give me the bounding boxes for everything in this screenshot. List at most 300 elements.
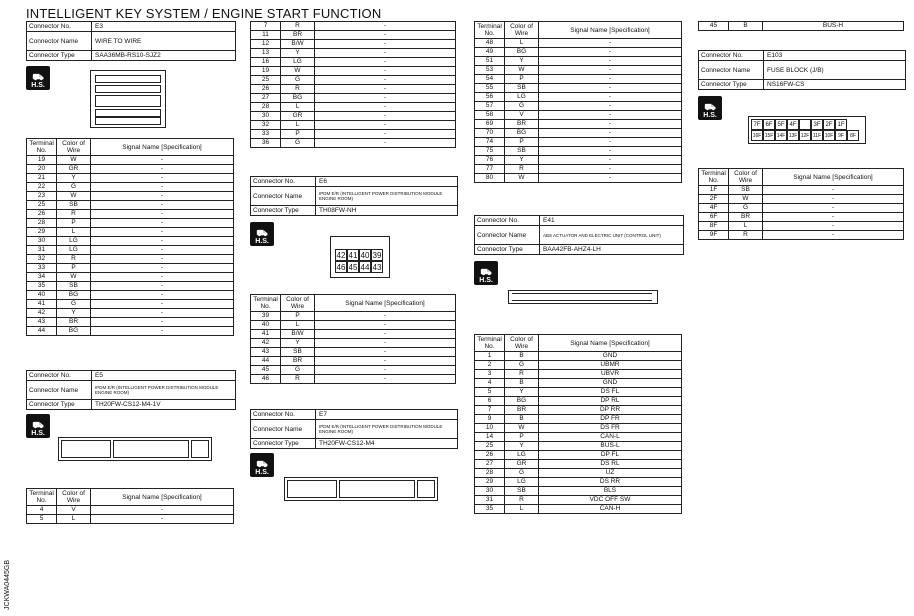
terminal-no: 2F <box>699 195 729 204</box>
signal-name: - <box>315 375 456 384</box>
table-row <box>27 201 234 210</box>
wire-color: BR <box>281 31 315 40</box>
terminal-no: 58 <box>475 111 505 120</box>
wire-color: B <box>505 352 539 361</box>
signal-name: - <box>539 156 682 165</box>
signal-name: - <box>91 515 234 524</box>
table-row <box>251 67 456 76</box>
terminal-no: 28 <box>251 103 281 112</box>
table-row <box>251 348 456 357</box>
e41-continued-table <box>698 21 904 31</box>
signal-name: - <box>315 312 456 321</box>
e103-terminal-table <box>698 168 904 240</box>
signal-name: - <box>91 228 234 237</box>
wire-color: P <box>505 433 539 442</box>
table-row <box>475 39 682 48</box>
table-row <box>27 282 234 291</box>
e103-connector-type: NS16FW-CS <box>767 81 805 88</box>
terminal-no: 40 <box>27 291 57 300</box>
terminal-no: 27 <box>251 94 281 103</box>
table-row <box>475 424 682 433</box>
terminal-no: 33 <box>251 130 281 139</box>
terminal-no: 5 <box>475 388 505 397</box>
terminal-no: 69 <box>475 120 505 129</box>
table-row <box>251 139 456 148</box>
wire-color: BR <box>281 357 315 366</box>
table-row <box>475 352 682 361</box>
wire-color: P <box>505 75 539 84</box>
table-row <box>475 460 682 469</box>
terminal-no: 9 <box>475 415 505 424</box>
table-row <box>27 210 234 219</box>
label-connector-type: Connector Type <box>475 245 540 254</box>
table-row <box>27 165 234 174</box>
signal-name: - <box>763 195 904 204</box>
col-terminal-no: Terminal No. <box>27 489 57 506</box>
signal-name: - <box>91 264 234 273</box>
wire-color: L <box>281 121 315 130</box>
table-row <box>475 469 682 478</box>
table-row <box>251 22 456 31</box>
connector-pin: 7F <box>751 119 763 130</box>
col-signal-name: Signal Name [Specification] <box>91 139 234 156</box>
table-row <box>251 103 456 112</box>
terminal-no: 55 <box>475 84 505 93</box>
e7-connector-face <box>284 477 438 501</box>
label-connector-type: Connector Type <box>699 80 764 89</box>
terminal-no: 41 <box>27 300 57 309</box>
signal-name: DP FL <box>539 451 682 460</box>
connector-pin: 39 <box>372 250 382 260</box>
wire-color: R <box>505 370 539 379</box>
wire-color: L <box>505 505 539 514</box>
table-row <box>251 76 456 85</box>
e5-header <box>26 370 236 410</box>
table-row <box>699 231 904 240</box>
hs-icon: ⛟ H.S. <box>698 96 722 120</box>
table-row <box>475 397 682 406</box>
wire-color: BG <box>281 94 315 103</box>
wire-color: W <box>57 192 91 201</box>
signal-name: - <box>315 348 456 357</box>
signal-name: BLS <box>539 487 682 496</box>
label-connector-no: Connector No. <box>251 410 316 419</box>
table-row <box>475 478 682 487</box>
terminal-no: 29 <box>27 228 57 237</box>
e6-header <box>250 176 458 216</box>
table-row <box>251 94 456 103</box>
terminal-no: 20 <box>27 165 57 174</box>
wire-color: V <box>505 111 539 120</box>
signal-name: - <box>315 357 456 366</box>
label-connector-name: Connector Name <box>251 187 316 205</box>
col-signal-name: Signal Name [Specification] <box>539 22 682 39</box>
e41-header <box>474 215 684 255</box>
terminal-no: 30 <box>251 112 281 121</box>
signal-name: - <box>539 111 682 120</box>
signal-name: DS RL <box>539 460 682 469</box>
e7-connector-no: E7 <box>319 411 327 418</box>
signal-name: GND <box>539 352 682 361</box>
signal-name: DS FL <box>539 388 682 397</box>
table-row <box>251 85 456 94</box>
terminal-no: 21 <box>27 174 57 183</box>
page-title: INTELLIGENT KEY SYSTEM / ENGINE START FUNCTION <box>26 6 382 21</box>
table-row <box>27 300 234 309</box>
terminal-no: 43 <box>27 318 57 327</box>
table-row <box>27 174 234 183</box>
table-row <box>27 264 234 273</box>
terminal-no: 13 <box>251 49 281 58</box>
signal-name: - <box>91 219 234 228</box>
wire-color: Y <box>505 57 539 66</box>
signal-name: - <box>91 318 234 327</box>
signal-name: - <box>315 31 456 40</box>
terminal-no: 9F <box>699 231 729 240</box>
signal-name: - <box>539 48 682 57</box>
table-row <box>475 487 682 496</box>
wire-color: BR <box>729 213 763 222</box>
wire-color: LG <box>505 451 539 460</box>
table-row <box>699 222 904 231</box>
signal-name: - <box>763 213 904 222</box>
col-color-of-wire: Color of Wire <box>281 295 315 312</box>
table-row <box>475 156 682 165</box>
terminal-no: 12 <box>251 40 281 49</box>
signal-name: - <box>91 246 234 255</box>
e3-continued-table <box>250 21 456 148</box>
signal-name: GND <box>539 379 682 388</box>
wire-color: R <box>57 210 91 219</box>
col-color-of-wire: Color of Wire <box>505 335 539 352</box>
wire-color: G <box>281 76 315 85</box>
table-row <box>251 121 456 130</box>
label-connector-name: Connector Name <box>251 420 316 438</box>
signal-name: - <box>91 255 234 264</box>
table-row <box>27 273 234 282</box>
e3-header <box>26 21 236 61</box>
terminal-no: 57 <box>475 102 505 111</box>
terminal-no: 4 <box>475 379 505 388</box>
wire-color: Y <box>57 174 91 183</box>
e41-connector-name: ABS ACTUATOR AND ELECTRIC UNIT (CONTROL UNIT) <box>543 232 661 238</box>
signal-name: - <box>91 282 234 291</box>
terminal-no: 44 <box>251 357 281 366</box>
table-row <box>27 255 234 264</box>
table-row <box>251 312 456 321</box>
terminal-no: 16 <box>251 58 281 67</box>
terminal-no: 39 <box>251 312 281 321</box>
terminal-no: 29 <box>475 478 505 487</box>
terminal-no: 43 <box>251 348 281 357</box>
wire-color: B/W <box>281 330 315 339</box>
signal-name: - <box>763 222 904 231</box>
table-row <box>475 57 682 66</box>
label-connector-type: Connector Type <box>251 439 316 448</box>
wire-color: LG <box>505 93 539 102</box>
label-connector-no: Connector No. <box>475 216 540 225</box>
terminal-no: 8F <box>699 222 729 231</box>
wire-color: L <box>57 228 91 237</box>
terminal-no: 76 <box>475 156 505 165</box>
col-signal-name: Signal Name [Specification] <box>763 169 904 186</box>
terminal-no: 41 <box>251 330 281 339</box>
signal-name: BUS-H <box>763 22 904 31</box>
wire-color: P <box>281 130 315 139</box>
col-signal-name: Signal Name [Specification] <box>91 489 234 506</box>
e3-terminal-table <box>26 138 234 336</box>
signal-name: DP FR <box>539 415 682 424</box>
signal-name: - <box>91 506 234 515</box>
terminal-no: 3 <box>475 370 505 379</box>
table-row <box>251 58 456 67</box>
label-connector-type: Connector Type <box>27 400 92 409</box>
label-connector-no: Connector No. <box>27 371 92 380</box>
signal-name: - <box>539 75 682 84</box>
label-connector-name: Connector Name <box>27 32 92 50</box>
connector-pin: 46 <box>336 262 346 272</box>
table-row <box>251 31 456 40</box>
e5-connector-no: E5 <box>95 372 103 379</box>
table-row <box>475 93 682 102</box>
wire-color: V <box>57 506 91 515</box>
table-row <box>27 183 234 192</box>
table-row <box>475 406 682 415</box>
e5-connector-type: TH20FW-CS12-M4-1V <box>95 401 161 408</box>
wire-color: P <box>505 138 539 147</box>
table-row <box>475 361 682 370</box>
terminal-no: 7 <box>475 406 505 415</box>
e3-connector-type: SAA36MB-RS10-SJZ2 <box>95 52 161 59</box>
terminal-no: 54 <box>475 75 505 84</box>
hs-icon: ⛟ H.S. <box>474 261 498 285</box>
terminal-no: 34 <box>27 273 57 282</box>
signal-name: - <box>91 201 234 210</box>
signal-name: VDC OFF SW <box>539 496 682 505</box>
col-terminal-no: Terminal No. <box>475 335 505 352</box>
table-row <box>475 379 682 388</box>
terminal-no: 42 <box>251 339 281 348</box>
terminal-no: 28 <box>27 219 57 228</box>
terminal-no: 22 <box>27 183 57 192</box>
table-row <box>475 165 682 174</box>
table-row <box>475 147 682 156</box>
wire-color: L <box>57 515 91 524</box>
signal-name: - <box>763 204 904 213</box>
signal-name: - <box>539 84 682 93</box>
table-row <box>475 433 682 442</box>
signal-name: - <box>539 57 682 66</box>
signal-name: - <box>315 76 456 85</box>
wire-color: W <box>505 174 539 183</box>
connector-pin: 15F <box>763 130 775 141</box>
wire-color: SB <box>281 348 315 357</box>
wire-color: GR <box>57 165 91 174</box>
e6-terminal-table <box>250 294 456 384</box>
label-connector-name: Connector Name <box>27 381 92 399</box>
connector-pin: 16F <box>751 130 763 141</box>
label-connector-name: Connector Name <box>475 226 540 244</box>
terminal-no: 5 <box>27 515 57 524</box>
signal-name: DS RR <box>539 478 682 487</box>
signal-name: - <box>315 139 456 148</box>
wire-color: G <box>57 300 91 309</box>
e6-connector-face <box>330 236 390 278</box>
wire-color: R <box>281 22 315 31</box>
wire-color: SB <box>57 201 91 210</box>
signal-name: - <box>91 291 234 300</box>
wire-color: GR <box>505 460 539 469</box>
terminal-no: 75 <box>475 147 505 156</box>
hs-icon: ⛟ H.S. <box>26 414 50 438</box>
terminal-no: 25 <box>27 201 57 210</box>
signal-name: BUS-L <box>539 442 682 451</box>
wire-color: BG <box>57 327 91 336</box>
table-row <box>475 442 682 451</box>
table-row <box>251 339 456 348</box>
signal-name: - <box>315 130 456 139</box>
table-row <box>27 515 234 524</box>
signal-name: - <box>539 39 682 48</box>
wire-color: BG <box>505 397 539 406</box>
e7-connector-type: TH20FW-CS12-M4 <box>319 440 375 447</box>
signal-name: - <box>315 121 456 130</box>
signal-name: - <box>539 147 682 156</box>
signal-name: - <box>539 138 682 147</box>
wire-color: BG <box>505 48 539 57</box>
col-signal-name: Signal Name [Specification] <box>315 295 456 312</box>
col-color-of-wire: Color of Wire <box>57 139 91 156</box>
signal-name: - <box>763 186 904 195</box>
signal-name: - <box>539 165 682 174</box>
terminal-no: 45 <box>699 22 729 31</box>
table-row <box>251 330 456 339</box>
wire-color: G <box>505 469 539 478</box>
e5-connector-face <box>58 437 212 461</box>
wire-color: G <box>505 361 539 370</box>
col-terminal-no: Terminal No. <box>475 22 505 39</box>
wire-color: W <box>505 424 539 433</box>
connector-pin: 42 <box>336 250 346 260</box>
e5-connector-name: IPDM E/R (INTELLIGENT POWER DISTRIBUTION MODULE ENGINE ROOM) <box>95 385 219 395</box>
table-row <box>251 130 456 139</box>
col-color-of-wire: Color of Wire <box>57 489 91 506</box>
table-row <box>251 40 456 49</box>
wire-color: L <box>281 321 315 330</box>
e3-connector-face <box>90 70 166 128</box>
wire-color: P <box>57 219 91 228</box>
wire-color: G <box>505 102 539 111</box>
terminal-no: 26 <box>27 210 57 219</box>
signal-name: - <box>91 273 234 282</box>
terminal-no: 6F <box>699 213 729 222</box>
signal-name: - <box>91 165 234 174</box>
e103-header <box>698 50 906 90</box>
wire-color: SB <box>57 282 91 291</box>
signal-name: - <box>91 237 234 246</box>
connector-pin: 9F <box>835 130 847 141</box>
wire-color: BR <box>57 318 91 327</box>
connector-pin: 1F <box>835 119 847 130</box>
wire-color: GR <box>281 112 315 121</box>
e103-connector-name: FUSE BLOCK (J/B) <box>767 66 824 74</box>
signal-name: - <box>315 112 456 121</box>
table-row <box>699 186 904 195</box>
table-row <box>27 156 234 165</box>
connector-pin: 12F <box>799 130 811 141</box>
terminal-no: 46 <box>251 375 281 384</box>
terminal-no: 49 <box>475 48 505 57</box>
wire-color: W <box>57 273 91 282</box>
signal-name: DP RL <box>539 397 682 406</box>
signal-name: - <box>91 174 234 183</box>
table-row <box>475 129 682 138</box>
wire-color: LG <box>57 237 91 246</box>
terminal-no: 36 <box>251 139 281 148</box>
signal-name: - <box>539 120 682 129</box>
wire-color: P <box>57 264 91 273</box>
connector-pin: 5F <box>775 119 787 130</box>
signal-name: - <box>91 210 234 219</box>
table-row <box>27 291 234 300</box>
table-row <box>475 102 682 111</box>
signal-name: CAN-L <box>539 433 682 442</box>
signal-name: - <box>91 183 234 192</box>
terminal-no: 7 <box>251 22 281 31</box>
table-row <box>251 366 456 375</box>
hs-icon: ⛟ H.S. <box>250 453 274 477</box>
wire-color: G <box>729 204 763 213</box>
terminal-no: 26 <box>251 85 281 94</box>
wire-color: LG <box>57 246 91 255</box>
terminal-no: 35 <box>27 282 57 291</box>
connector-pin: 2F <box>823 119 835 130</box>
connector-pin: 3F <box>811 119 823 130</box>
table-row <box>251 112 456 121</box>
table-row <box>27 309 234 318</box>
terminal-no: 31 <box>475 496 505 505</box>
wire-color: BG <box>505 129 539 138</box>
wire-color: SB <box>505 487 539 496</box>
terminal-no: 32 <box>251 121 281 130</box>
e6-connector-type: TH08FW-NH <box>319 207 357 214</box>
terminal-no: 11 <box>251 31 281 40</box>
table-row <box>475 66 682 75</box>
signal-name: - <box>539 129 682 138</box>
wire-color: Y <box>281 339 315 348</box>
terminal-no: 74 <box>475 138 505 147</box>
wire-color: R <box>57 255 91 264</box>
terminal-no: 45 <box>251 366 281 375</box>
hs-icon: ⛟ H.S. <box>26 66 50 90</box>
terminal-no: 31 <box>27 246 57 255</box>
table-row <box>475 415 682 424</box>
table-row <box>475 48 682 57</box>
e6-connector-no: E6 <box>319 178 327 185</box>
signal-name: - <box>315 58 456 67</box>
wire-color: LG <box>505 478 539 487</box>
col-terminal-no: Terminal No. <box>27 139 57 156</box>
e6-connector-name: IPDM E/R (INTELLIGENT POWER DISTRIBUTION MODULE ENGINE ROOM) <box>319 191 443 201</box>
signal-name: - <box>315 40 456 49</box>
wire-color: BR <box>505 406 539 415</box>
terminal-no: 70 <box>475 129 505 138</box>
terminal-no: 30 <box>27 237 57 246</box>
wire-color: W <box>281 67 315 76</box>
connector-pin: 44 <box>360 262 370 272</box>
wire-color: LG <box>281 58 315 67</box>
table-row <box>699 213 904 222</box>
